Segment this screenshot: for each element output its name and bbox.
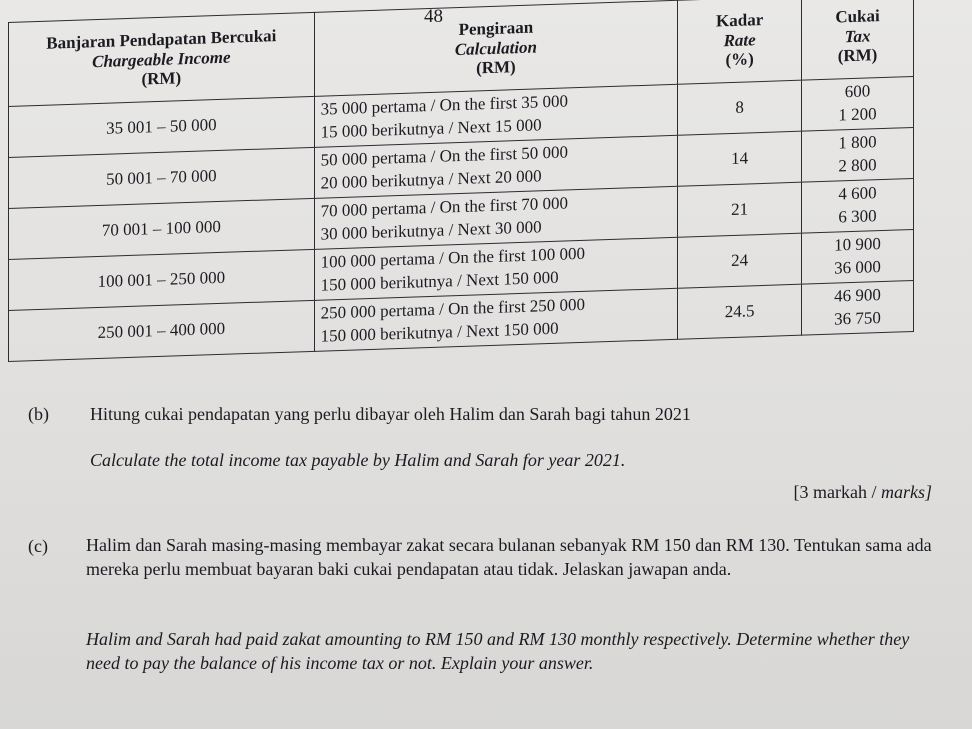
header-tax-unit: (RM) bbox=[837, 45, 878, 66]
calc-next-line: 150 000 berikutnya / Next 150 000 bbox=[320, 318, 559, 346]
header-band-ms: Banjaran Pendapatan Bercukai bbox=[46, 26, 277, 53]
marks-ms: [3 markah / bbox=[793, 482, 877, 502]
tax-first-value: 1 800 bbox=[838, 132, 877, 153]
tax-rate-table bbox=[8, 0, 914, 362]
header-tax bbox=[802, 0, 914, 80]
question-b-label: (b) bbox=[28, 404, 49, 424]
tax-first-value: 46 900 bbox=[834, 285, 881, 306]
header-calc-ms: Pengiraan bbox=[458, 17, 534, 40]
tax-first-value: 600 bbox=[844, 81, 871, 102]
header-rate bbox=[678, 0, 802, 84]
rate-cell: 8 bbox=[678, 80, 802, 135]
calc-next-line: 150 000 berikutnya / Next 150 000 bbox=[320, 267, 559, 295]
calculation-cell bbox=[314, 288, 678, 351]
marks-en: marks] bbox=[880, 482, 932, 502]
tax-cell bbox=[802, 178, 914, 233]
header-calc-en: Calculation bbox=[454, 37, 537, 59]
page-number: 48 bbox=[424, 6, 443, 27]
income-band: 50 001 – 70 000 bbox=[9, 147, 315, 208]
tax-next-value: 36 000 bbox=[834, 257, 881, 278]
tax-first-value: 10 900 bbox=[834, 234, 881, 255]
tax-next-value: 36 750 bbox=[834, 308, 881, 329]
calc-next-line: 30 000 berikutnya / Next 30 000 bbox=[320, 217, 542, 244]
tax-next-value: 1 200 bbox=[838, 104, 877, 125]
tax-first-value: 4 600 bbox=[838, 183, 877, 204]
calc-next-line: 20 000 berikutnya / Next 20 000 bbox=[320, 166, 542, 193]
tax-next-value: 2 800 bbox=[838, 155, 877, 176]
calc-first-line: 50 000 pertama / On the first 50 000 bbox=[320, 142, 569, 170]
calc-first-line: 35 000 pertama / On the first 35 000 bbox=[320, 91, 569, 119]
income-band: 70 001 – 100 000 bbox=[9, 198, 315, 259]
header-chargeable-income bbox=[9, 12, 315, 106]
question-c-text-ms: Halim dan Sarah masing-masing membayar zakat secara bulanan sebanyak RM 150 dan RM 130. Tentukan sama ada mereka perlu membuat bayaran baki cukai pendapatan atau tidak. Jelaskan jawapan anda. bbox=[86, 535, 932, 579]
rate-cell: 24 bbox=[678, 233, 802, 288]
header-rate-unit: (%) bbox=[725, 49, 754, 70]
tax-cell bbox=[802, 280, 914, 335]
rate-cell: 14 bbox=[678, 131, 802, 186]
question-b-text-en: Calculate the total income tax payable by Halim and Sarah for year 2021. bbox=[90, 450, 626, 470]
income-band: 100 001 – 250 000 bbox=[9, 249, 315, 310]
calc-first-line: 100 000 pertama / On the first 100 000 bbox=[320, 243, 586, 272]
question-c-label: (c) bbox=[28, 536, 48, 556]
header-calculation bbox=[314, 0, 678, 96]
header-band-unit: (RM) bbox=[141, 68, 182, 89]
header-calc-unit: (RM) bbox=[476, 57, 516, 78]
income-band: 250 001 – 400 000 bbox=[9, 300, 315, 361]
tax-cell bbox=[802, 127, 914, 182]
tax-table-container bbox=[8, 0, 914, 362]
marks-label bbox=[794, 482, 932, 503]
header-tax-ms: Cukai bbox=[835, 6, 880, 27]
tax-next-value: 6 300 bbox=[838, 206, 877, 227]
rate-cell: 21 bbox=[678, 182, 802, 237]
rate-cell: 24.5 bbox=[678, 284, 802, 339]
tax-cell bbox=[802, 76, 914, 131]
calc-first-line: 70 000 pertama / On the first 70 000 bbox=[320, 193, 569, 221]
calc-next-line: 15 000 berikutnya / Next 15 000 bbox=[320, 115, 542, 142]
question-c-text-en: Halim and Sarah had paid zakat amounting to RM 150 and RM 130 monthly respectively. Determine whether they need to pay the balance of his income tax or not. Explain your answer. bbox=[86, 629, 910, 673]
income-band: 35 001 – 50 000 bbox=[9, 96, 315, 157]
header-rate-ms: Kadar bbox=[716, 10, 764, 31]
question-b-text-ms: Hitung cukai pendapatan yang perlu dibayar oleh Halim dan Sarah bagi tahun 2021 bbox=[90, 404, 691, 424]
header-band-en: Chargeable Income bbox=[92, 47, 231, 71]
tax-cell bbox=[802, 229, 914, 284]
calc-first-line: 250 000 pertama / On the first 250 000 bbox=[320, 294, 586, 323]
header-tax-en: Tax bbox=[844, 26, 871, 46]
header-rate-en: Rate bbox=[723, 29, 756, 50]
